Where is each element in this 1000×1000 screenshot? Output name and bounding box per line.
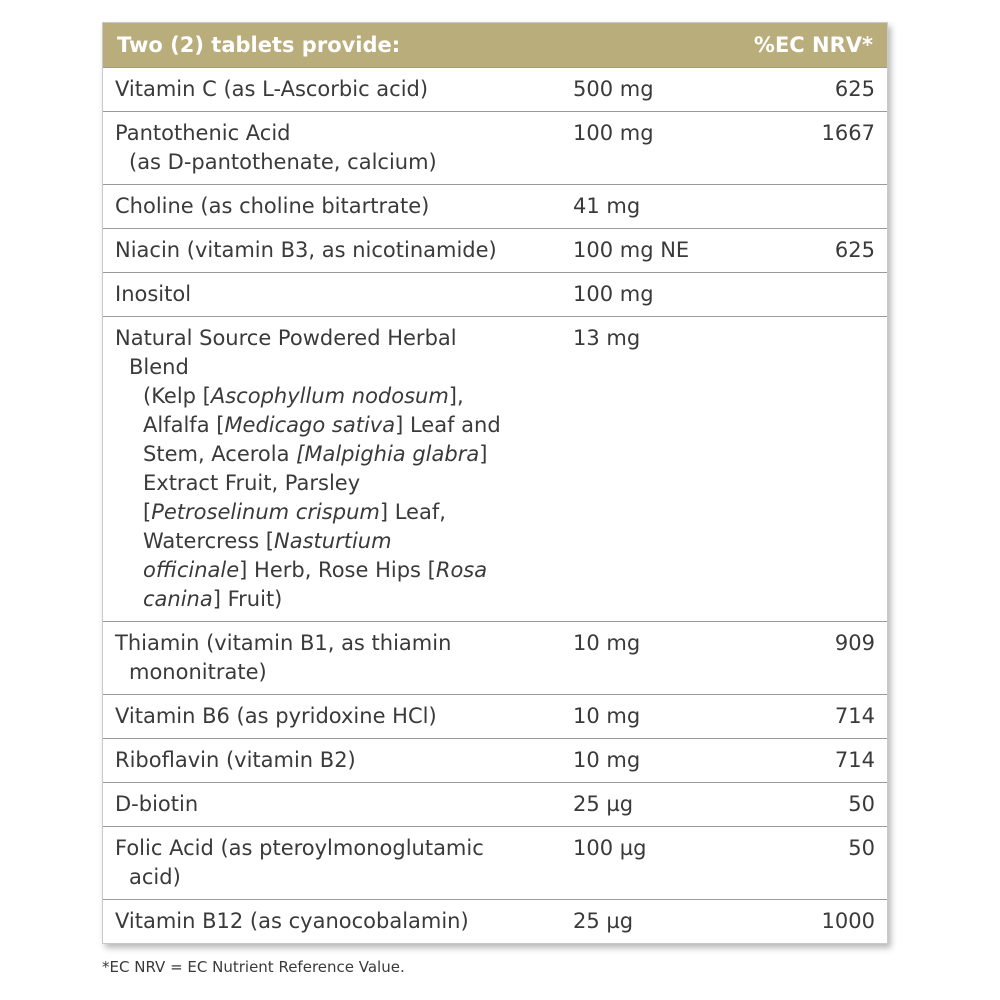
nutrient-name: Thiamin (vitamin B1, as thiamin mononitrate)	[115, 631, 452, 684]
nutrient-amount: 10 mg	[573, 704, 641, 728]
nutrient-name: Folic Acid (as pteroylmonoglutamic acid)	[115, 836, 484, 889]
nutrient-amount: 13 mg	[573, 326, 641, 350]
nutrient-nrv: 1667	[821, 121, 875, 145]
table-row	[103, 184, 887, 228]
blend-line: [Petroselinum crispum] Leaf,	[143, 500, 446, 524]
nutrient-name: Natural Source Powdered Herbal Blend (Kelp [Ascophyllum nodosum], Alfalfa [Medicago sativa] Leaf and Stem, Acerola [Malpighia glabra] Extract Fruit, Parsley [Petroselinum crispum] Leaf, Watercress [Nasturtium officinale] Herb, Rose Hips [Rosa canina] Fruit)	[115, 324, 573, 614]
nutrient-nrv	[773, 192, 875, 221]
nutrient-nrv: 714	[834, 704, 875, 728]
nutrient-nrv: 625	[834, 238, 875, 262]
nutrient-nrv: 625	[834, 77, 875, 101]
blend-line: Watercress [Nasturtium	[143, 529, 392, 553]
nutrient-amount: 100 mg NE	[573, 238, 690, 262]
header-nrv-label: %EC NRV*	[753, 33, 873, 57]
header-title: Two (2) tablets provide:	[117, 33, 401, 57]
blend-line: (Kelp [Ascophyllum nodosum],	[143, 384, 464, 408]
nutrient-nrv: 50	[848, 792, 875, 816]
nutrient-name: D-biotin	[115, 792, 199, 816]
nutrient-amount: 25 µg	[573, 909, 634, 933]
nutrient-amount: 100 mg	[573, 282, 654, 306]
blend-line: Alfalfa [Medicago sativa] Leaf and	[143, 413, 501, 437]
nutrient-name: Choline (as choline bitartrate)	[115, 194, 430, 218]
nutrient-amount: 41 mg	[573, 194, 641, 218]
blend-line: Extract Fruit, Parsley	[143, 471, 361, 495]
table-row	[103, 621, 887, 694]
table-row	[103, 67, 887, 111]
table-header	[103, 23, 887, 67]
nutrient-name: Riboflavin (vitamin B2)	[115, 748, 356, 772]
nutrient-amount: 25 µg	[573, 792, 634, 816]
table-row	[103, 111, 887, 184]
nutrient-nrv: 909	[834, 631, 875, 655]
table-row	[103, 316, 887, 621]
blend-line: officinale] Herb, Rose Hips [Rosa	[143, 558, 488, 582]
table-row	[103, 826, 887, 899]
footnote: *EC NRV = EC Nutrient Reference Value.	[102, 958, 405, 976]
nutrient-amount: 100 mg	[573, 121, 654, 145]
nutrient-name: Pantothenic Acid (as D-pantothenate, calcium)	[115, 121, 437, 174]
table-row	[103, 228, 887, 272]
table-row	[103, 738, 887, 782]
nutrient-name: Niacin (vitamin B3, as nicotinamide)	[115, 238, 497, 262]
nutrient-nrv: 50	[848, 836, 875, 860]
nutrient-name: Vitamin C (as L-Ascorbic acid)	[115, 77, 429, 101]
nutrient-amount: 10 mg	[573, 748, 641, 772]
nutrient-name: Inositol	[115, 282, 192, 306]
table-row	[103, 272, 887, 316]
nutrient-nrv: 714	[834, 748, 875, 772]
table-row	[103, 782, 887, 826]
blend-line: canina] Fruit)	[143, 587, 283, 611]
nutrient-amount: 500 mg	[573, 77, 654, 101]
nutrient-nrv	[773, 280, 875, 309]
nutrient-amount: 10 mg	[573, 631, 641, 655]
blend-line: Stem, Acerola [Malpighia glabra]	[143, 442, 488, 466]
table-row	[103, 899, 887, 943]
nutrient-name: Vitamin B12 (as cyanocobalamin)	[115, 909, 469, 933]
nutrient-name: Vitamin B6 (as pyridoxine HCl)	[115, 704, 437, 728]
table-row	[103, 694, 887, 738]
nutrition-table	[102, 22, 888, 944]
nutrient-nrv: 1000	[821, 909, 875, 933]
nutrient-amount: 100 µg	[573, 836, 647, 860]
nutrient-nrv	[773, 324, 875, 614]
